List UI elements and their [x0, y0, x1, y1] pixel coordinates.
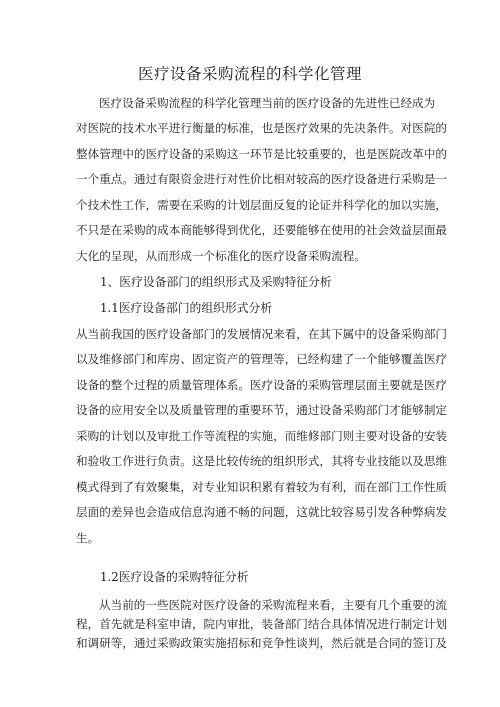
subsection-heading: 1.1医疗设备部门的组织形式分析 — [100, 301, 273, 315]
body-line: 和调研等，通过采购政策实施招标和竞争性谈判，然后就是合同的签订及 — [76, 636, 448, 650]
body-line: 模式得到了有效聚集，对专业知识积累有着较为有利，而在部门工作性质 — [76, 480, 448, 494]
body-line: 设备的整个过程的质量管理体系。医疗设备的采购管理层面主要就是医疗 — [76, 378, 448, 392]
intro-line-7: 大化的呈现，从而形成一个标准化的医疗设备采购流程。 — [76, 249, 366, 263]
document-title: 医疗设备采购流程的科学化管理 — [137, 65, 362, 83]
body-line: 从当前我国的医疗设备部门的发展情况来看，在其下属中的设备采购部门 — [76, 327, 448, 341]
body-line: 采购的计划以及审批工作等流程的实施，而维修部门则主要对设备的安装 — [76, 429, 448, 443]
intro-line-6: 不只是在采购的成本商能够得到优化，还要能够在使用的社会效益层面最 — [76, 223, 448, 237]
intro-line-5: 个技术性工作，需要在采购的计划层面反复的论证并科学化的加以实施， — [76, 198, 448, 212]
intro-line-1: 医疗设备采购流程的科学化管理当前的医疗设备的先进性已经成为 — [99, 96, 436, 110]
intro-line-3: 整体管理中的医疗设备的采购这一环节是比较重要的，也是医院改革中的 — [76, 147, 448, 161]
body-line: 层面的差异也会造成信息沟通不畅的问题，这就比较容易引发各种弊病发 — [76, 505, 448, 519]
intro-line-2: 对医院的技术水平进行衡量的标准，也是医疗效果的先决条件。对医院的 — [76, 121, 448, 135]
body-line: 生。 — [76, 531, 100, 545]
intro-line-4: 一个重点。通过有限资金进行对性价比相对较高的医疗设备进行采购是一 — [76, 172, 448, 186]
section-heading: 1、医疗设备部门的组织形式及采购特征分析 — [100, 275, 332, 289]
body-line: 从当前的一些医院对医疗设备的采购流程来看，主要有几个重要的流 — [99, 598, 447, 612]
subsection-heading: 1.2医疗设备的采购特征分析 — [100, 570, 249, 584]
body-line: 以及维修部门和库房、固定资产的管理等，已经构建了一个能够覆盖医疗 — [76, 352, 448, 366]
body-line: 程，首先就是科室申请，院内审批，装备部门结合具体情况进行制定计划 — [76, 617, 448, 631]
body-line: 设备的应用安全以及质量管理的重要环节，通过设备采购部门才能够制定 — [76, 403, 448, 417]
body-line: 和验收工作进行负责。这是比较传统的组织形式，其将专业技能以及思维 — [76, 454, 448, 468]
